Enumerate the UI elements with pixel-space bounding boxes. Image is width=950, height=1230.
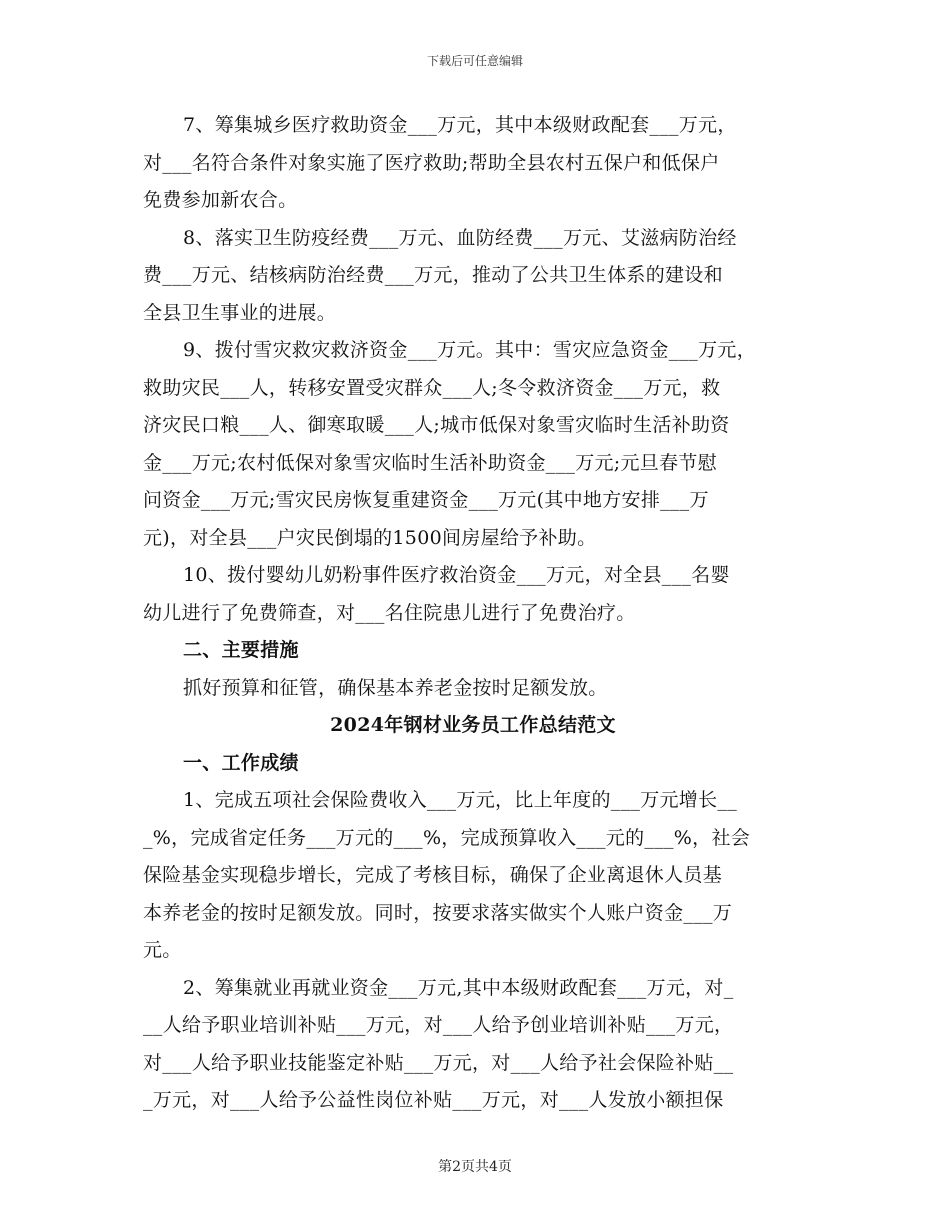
body-line: 济灾民口粮___人、御寒取暖___人;城市低保对象雪灾临时生活补助资 — [143, 414, 730, 436]
body-line: 免费参加新农合。 — [143, 189, 298, 211]
document-body — [143, 107, 803, 1120]
body-line: 7、筹集城乡医疗救助资金___万元，其中本级财政配套___万元， — [183, 114, 737, 136]
body-line: 元。 — [143, 939, 182, 961]
body-line: 本养老金的按时足额发放。同时，按要求落实做实个人账户资金___万 — [143, 901, 733, 924]
body-line: 2、筹集就业再就业资金___万元,其中本级财政配套___万元，对_ — [183, 976, 734, 999]
body-line: 元)，对全县___户灾民倒塌的1500间房屋给予补助。 — [143, 526, 597, 549]
section-heading: 一、工作成绩 — [183, 751, 299, 774]
body-line: 救助灾民___人，转移安置受灾群众___人;冬令救济资金___万元，救 — [143, 376, 721, 399]
section-heading: 二、主要措施 — [183, 639, 299, 661]
body-line: 对___人给予职业技能鉴定补贴___万元，对___人给予社会保险补贴__ — [143, 1051, 734, 1074]
body-line: 金___万元;农村低保对象雪灾临时生活补助资金___万元;元旦春节慰 — [143, 451, 718, 474]
body-line: 费___万元、结核病防治经费___万元，推动了公共卫生体系的建设和 — [143, 264, 723, 286]
body-line: 问资金___万元;雪灾民房恢复重建资金___万元(其中地方安排___万 — [143, 489, 709, 511]
body-line: 9、拨付雪灾救灾救济资金___万元。其中：雪灾应急资金___万元， — [183, 339, 756, 361]
body-line: 抓好预算和征管，确保基本养老金按时足额发放。 — [183, 676, 608, 699]
body-line: 8、落实卫生防疫经费___万元、血防经费___万元、艾滋病防治经 — [183, 226, 737, 249]
page-footer: 第2页共4页 — [438, 1159, 512, 1175]
body-line: 保险基金实现稳步增长，完成了考核目标，确保了企业离退休人员基 — [143, 864, 723, 886]
body-line: 1、完成五项社会保险费收入___万元，比上年度的___万元增长__ — [183, 789, 737, 811]
body-line: _%，完成省定任务___万元的___%，完成预算收入___元的___%，社会 — [143, 826, 751, 849]
body-line: 幼儿进行了免费筛查，对___名住院患儿进行了免费治疗。 — [143, 601, 636, 624]
body-line: __人给予职业培训补贴___万元，对___人给予创业培训补贴___万元， — [143, 1014, 734, 1036]
page-header: 下载后可任意编辑 — [426, 54, 523, 68]
body-line: 全县卫生事业的进展。 — [143, 301, 337, 324]
body-line: 对___名符合条件对象实施了医疗救助;帮助全县农村五保户和低保户 — [143, 151, 720, 174]
body-line: 10、拨付婴幼儿奶粉事件医疗救治资金___万元，对全县___名婴 — [183, 564, 730, 586]
section-title: 2024年钢材业务员工作总结范文 — [330, 714, 616, 736]
body-line: _万元，对___人给予公益性岗位补贴___万元，对___人发放小额担保 — [143, 1089, 724, 1111]
